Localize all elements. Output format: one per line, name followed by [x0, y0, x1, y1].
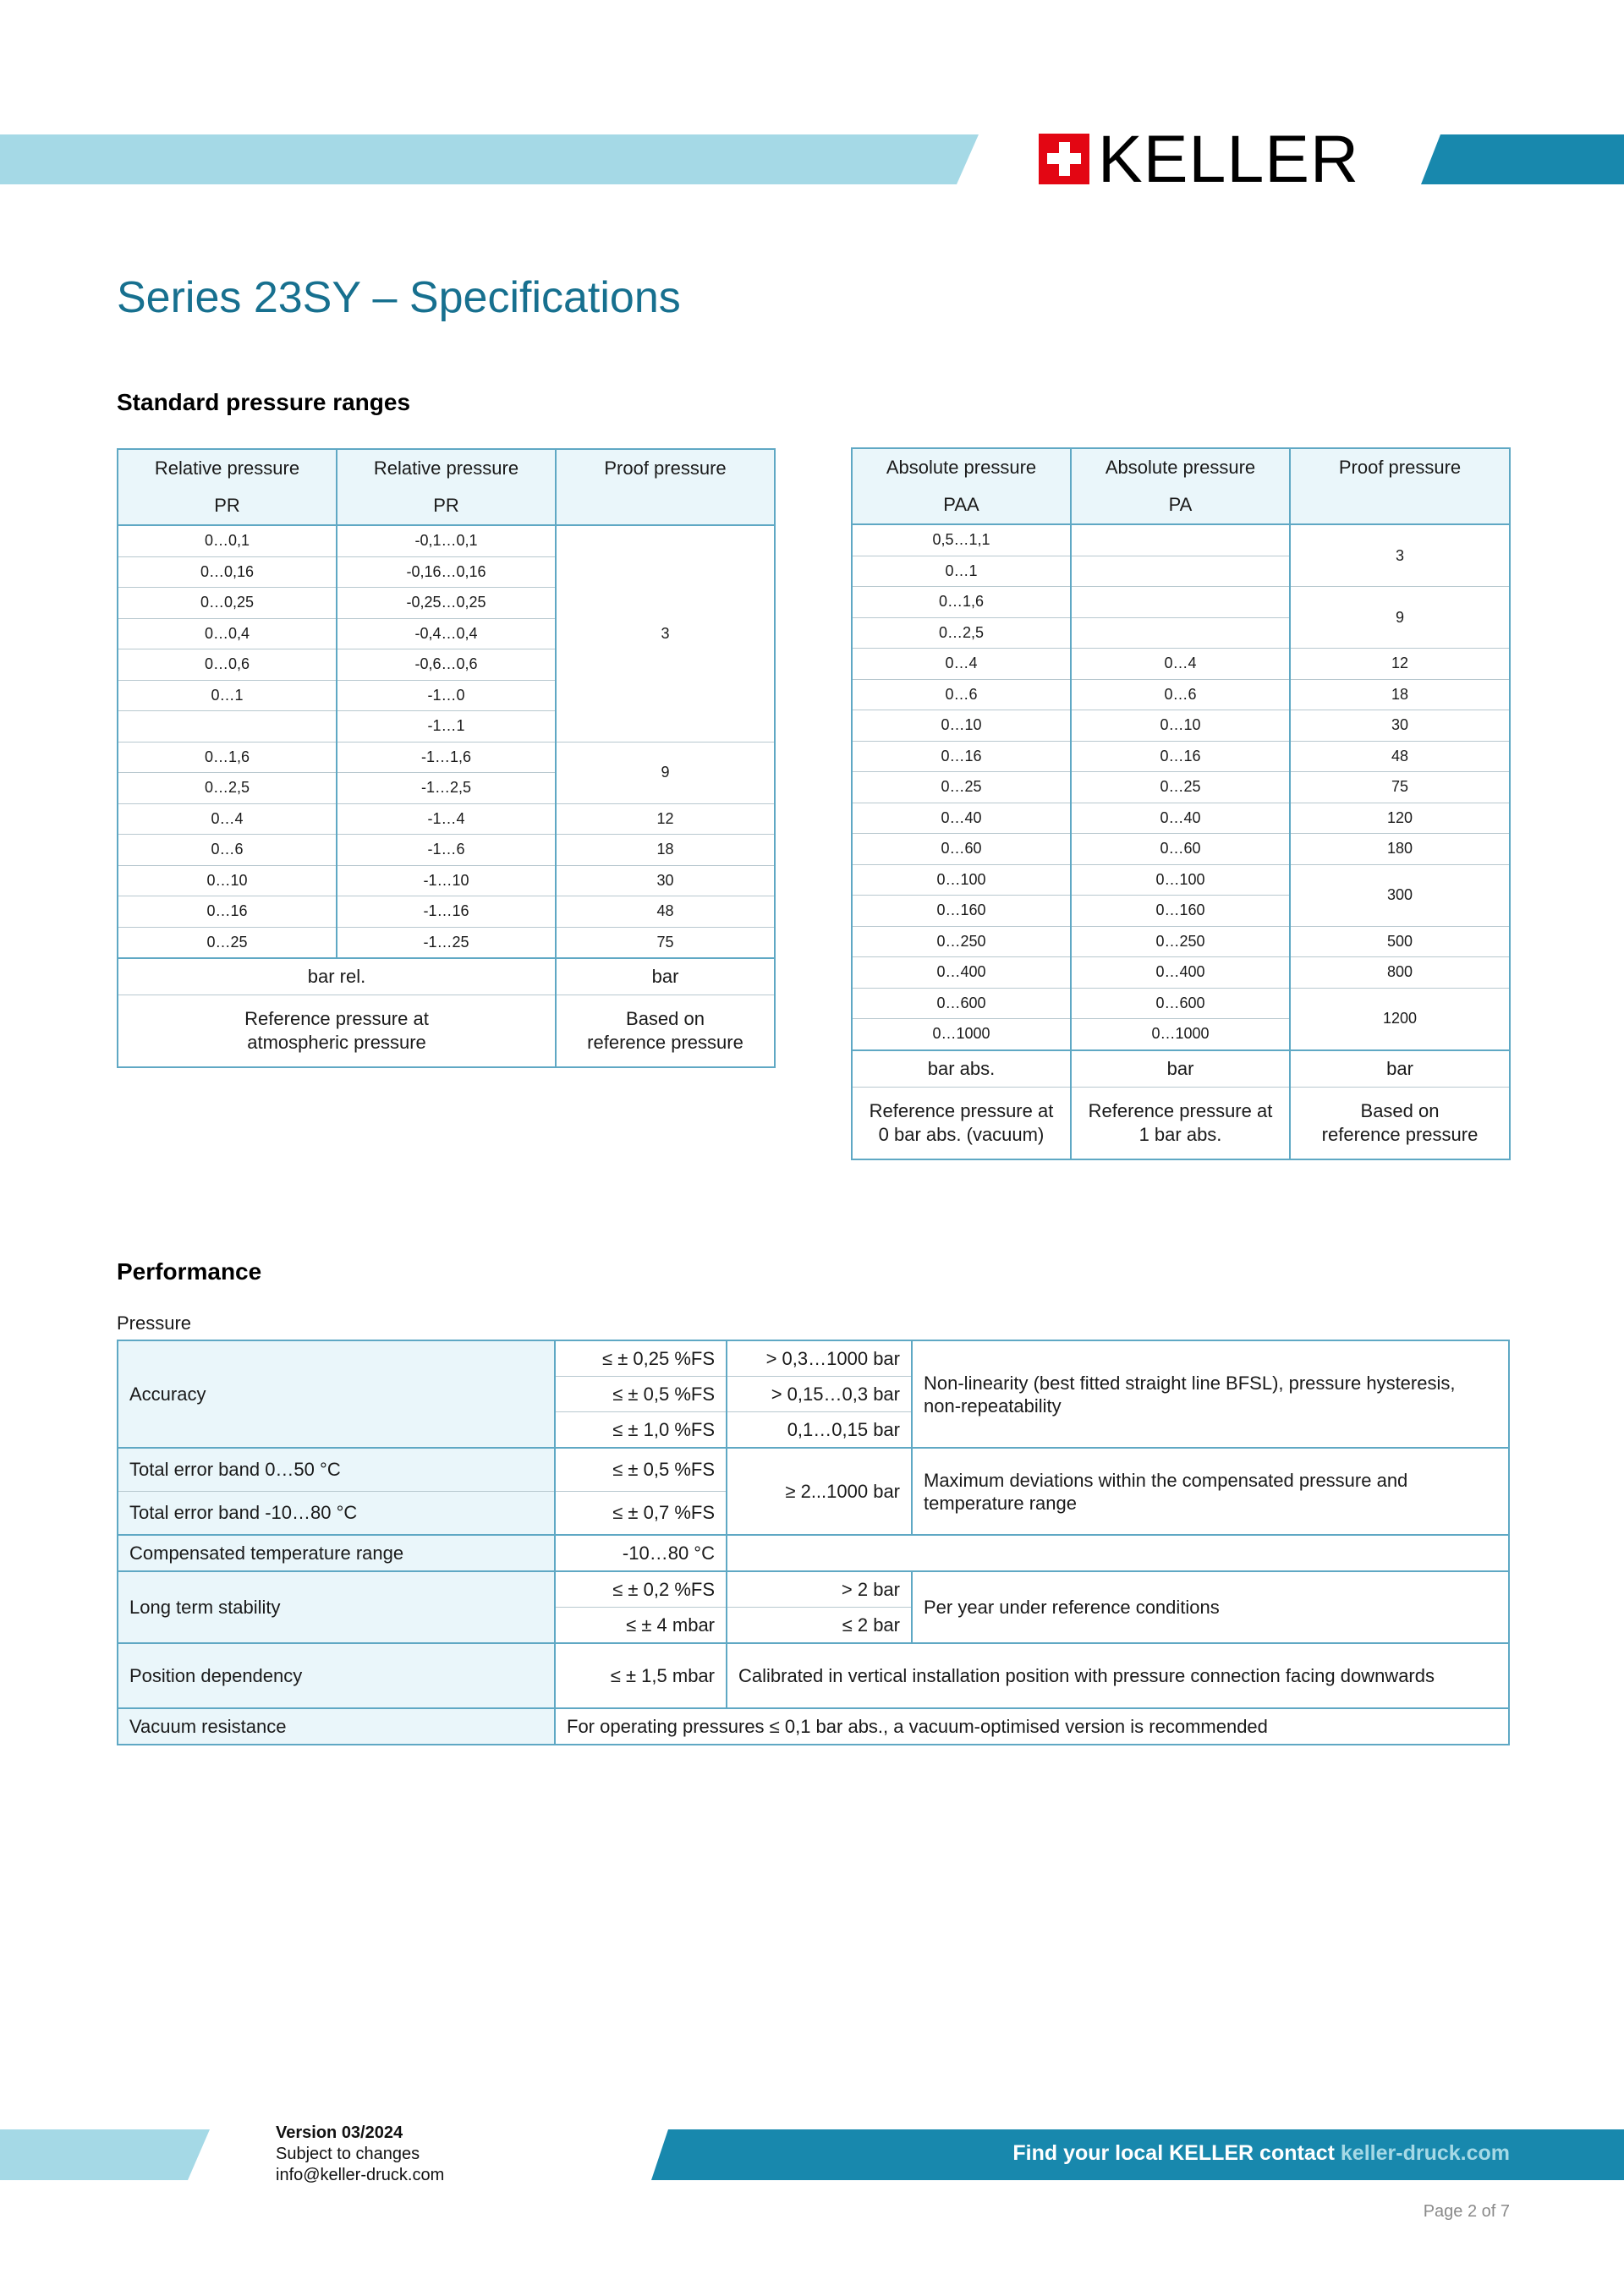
note-line: Reference pressure at — [244, 1008, 429, 1029]
table-row — [118, 835, 775, 866]
proof-cell: 48 — [556, 896, 775, 928]
contact-text: Find your local KELLER contact — [1012, 2141, 1341, 2165]
cell: -1…0 — [337, 680, 556, 711]
header-label: Absolute pressure — [886, 457, 1037, 478]
label-total-error-band: Total error band -10…80 °C — [118, 1492, 555, 1536]
cell: -0,16…0,16 — [337, 556, 556, 588]
value-cell: ≤ ± 0,5 %FS — [555, 1448, 727, 1492]
header-label: Proof pressure — [604, 458, 727, 479]
header-code: PAA — [943, 494, 979, 515]
proof-cell: 800 — [1290, 957, 1510, 989]
unit-cell: bar — [556, 958, 775, 995]
empty-cell — [727, 1535, 1509, 1571]
table-row — [852, 524, 1510, 556]
value-cell: -10…80 °C — [555, 1535, 727, 1571]
note-line: Based on — [626, 1008, 705, 1029]
header-code: PA — [1168, 494, 1193, 515]
website-link[interactable]: keller-druck.com — [1340, 2141, 1510, 2165]
footer-contact — [1012, 2141, 1510, 2166]
cell: 0…10 — [1071, 710, 1290, 742]
note-cell: Calibrated in vertical installation position with pressure connection facing downwards — [727, 1643, 1509, 1708]
note-cell — [852, 1087, 1071, 1159]
proof-cell: 48 — [1290, 741, 1510, 772]
cell: 0…0,1 — [118, 525, 337, 556]
table-header-row — [852, 448, 1510, 524]
cell: -1…16 — [337, 896, 556, 928]
proof-cell: 9 — [1290, 587, 1510, 649]
cell: 0…4 — [118, 803, 337, 835]
cell: 0…1,6 — [118, 742, 337, 773]
header-label: Absolute pressure — [1105, 457, 1256, 478]
absolute-pressure-table — [851, 447, 1511, 1160]
table-row — [118, 1708, 1509, 1745]
note-cell — [118, 995, 556, 1068]
cell: 0…60 — [852, 834, 1071, 865]
table-row — [852, 587, 1510, 618]
unit-cell: bar — [1071, 1050, 1290, 1088]
note-line: 1 bar abs. — [1138, 1123, 1222, 1145]
note-line: atmospheric pressure — [247, 1032, 426, 1053]
proof-cell: 300 — [1290, 864, 1510, 926]
label-vacuum-resistance: Vacuum resistance — [118, 1708, 555, 1745]
label-compensated-temperature: Compensated temperature range — [118, 1535, 555, 1571]
cell: 0…4 — [1071, 649, 1290, 680]
header-cell — [337, 449, 556, 525]
section-heading-standard-ranges: Standard pressure ranges — [117, 389, 411, 415]
table-row — [852, 803, 1510, 834]
value-cell: ≤ ± 0,25 %FS — [555, 1340, 727, 1377]
header-code: PR — [214, 495, 240, 516]
proof-cell: 30 — [556, 865, 775, 896]
value-cell: ≤ ± 1,5 mbar — [555, 1643, 727, 1708]
logo-text: KELLER — [1098, 121, 1360, 196]
table-header-row — [118, 449, 775, 525]
table-row — [118, 927, 775, 958]
proof-cell: 12 — [1290, 649, 1510, 680]
note-cell: Non-linearity (best fitted straight line BFSL), pressure hysteresis, non-repeatability — [912, 1340, 1509, 1448]
cell: 0…40 — [852, 803, 1071, 834]
header-cell — [1290, 448, 1510, 524]
table-row — [118, 896, 775, 928]
table-row — [118, 1340, 1509, 1377]
cell: 0…16 — [852, 741, 1071, 772]
note-cell: Per year under reference conditions — [912, 1571, 1509, 1643]
range-cell: 0,1…0,15 bar — [727, 1412, 912, 1449]
proof-cell: 18 — [556, 835, 775, 866]
proof-cell: 18 — [1290, 679, 1510, 710]
footer-light-bar — [0, 2129, 210, 2180]
version-label: Version 03/2024 — [276, 2123, 403, 2142]
header-cell — [556, 449, 775, 525]
table-row — [852, 864, 1510, 896]
cell: 0…16 — [118, 896, 337, 928]
value-cell: ≤ ± 1,0 %FS — [555, 1412, 727, 1449]
cell: -0,1…0,1 — [337, 525, 556, 556]
unit-cell: bar — [1290, 1050, 1510, 1088]
range-cell: > 2 bar — [727, 1571, 912, 1608]
value-cell: ≤ ± 0,7 %FS — [555, 1492, 727, 1536]
proof-cell: 120 — [1290, 803, 1510, 834]
header-cell — [1071, 448, 1290, 524]
header-light-bar — [0, 134, 979, 184]
range-cell: > 0,3…1000 bar — [727, 1340, 912, 1377]
subject-to-changes: Subject to changes — [276, 2145, 420, 2163]
cell: 0…6 — [118, 835, 337, 866]
table-row — [118, 803, 775, 835]
cell: 0…250 — [852, 926, 1071, 957]
table-row — [118, 742, 775, 773]
proof-cell: 500 — [1290, 926, 1510, 957]
cell: 0…400 — [1071, 957, 1290, 989]
label-total-error-band: Total error band 0…50 °C — [118, 1448, 555, 1492]
note-line: reference pressure — [587, 1032, 743, 1053]
swiss-flag-icon — [1039, 134, 1089, 184]
proof-cell: 9 — [556, 742, 775, 803]
proof-cell: 12 — [556, 803, 775, 835]
cell: 0…400 — [852, 957, 1071, 989]
cell: 0…1 — [118, 680, 337, 711]
header-label: Relative pressure — [373, 458, 519, 479]
table-row — [118, 525, 775, 556]
note-cell: Maximum deviations within the compensated pressure and temperature range — [912, 1448, 1509, 1535]
cell: 0…1 — [852, 556, 1071, 587]
unit-cell: bar abs. — [852, 1050, 1071, 1088]
note-line: Based on — [1360, 1099, 1440, 1121]
table-row — [118, 1571, 1509, 1608]
cell — [118, 711, 337, 743]
table-row — [118, 1448, 1509, 1492]
cell: 0…16 — [1071, 741, 1290, 772]
proof-cell: 3 — [556, 525, 775, 742]
header-cell — [852, 448, 1071, 524]
cell: 0,5…1,1 — [852, 524, 1071, 556]
cell: 0…2,5 — [852, 617, 1071, 649]
header-label: Relative pressure — [154, 458, 300, 479]
cell: 0…0,16 — [118, 556, 337, 588]
proof-cell: 1200 — [1290, 988, 1510, 1050]
subheading-pressure: Pressure — [117, 1312, 192, 1334]
table-row — [852, 834, 1510, 865]
label-position-dependency: Position dependency — [118, 1643, 555, 1708]
page-title: Series 23SY – Specifications — [117, 273, 681, 322]
note-cell — [1290, 1087, 1510, 1159]
value-cell: ≤ ± 0,5 %FS — [555, 1377, 727, 1412]
table-row — [852, 710, 1510, 742]
table-row — [118, 865, 775, 896]
range-cell: > 0,15…0,3 bar — [727, 1377, 912, 1412]
table-row — [852, 926, 1510, 957]
unit-cell: bar rel. — [118, 958, 556, 995]
cell: 0…6 — [1071, 679, 1290, 710]
cell — [1071, 587, 1290, 618]
note-row — [852, 1087, 1510, 1159]
table-row — [852, 649, 1510, 680]
cell: 0…40 — [1071, 803, 1290, 834]
note-cell — [1071, 1087, 1290, 1159]
proof-cell: 3 — [1290, 524, 1510, 587]
range-cell: ≥ 2...1000 bar — [727, 1448, 912, 1535]
cell: -0,25…0,25 — [337, 588, 556, 619]
label-accuracy: Accuracy — [118, 1340, 555, 1448]
cell: 0…60 — [1071, 834, 1290, 865]
table-row — [118, 1535, 1509, 1571]
cell: 0…2,5 — [118, 773, 337, 804]
note-line: Reference pressure at — [1088, 1099, 1273, 1121]
cell — [1071, 524, 1290, 556]
cell: 0…25 — [852, 772, 1071, 803]
footer-info — [276, 2123, 444, 2186]
cell: 0…600 — [852, 988, 1071, 1019]
note-line: reference pressure — [1321, 1123, 1479, 1145]
value-cell: ≤ ± 0,2 %FS — [555, 1571, 727, 1608]
cell: -1…1 — [337, 711, 556, 743]
cell: 0…1,6 — [852, 587, 1071, 618]
cell: 0…6 — [852, 679, 1071, 710]
table-row — [852, 988, 1510, 1019]
table-row — [852, 679, 1510, 710]
table-row — [852, 957, 1510, 989]
label-long-term-stability: Long term stability — [118, 1571, 555, 1643]
cell: 0…1000 — [852, 1019, 1071, 1050]
cell: 0…10 — [852, 710, 1071, 742]
cell: 0…0,6 — [118, 649, 337, 681]
footer-email-link[interactable]: info@keller-druck.com — [276, 2166, 445, 2184]
cell: 0…100 — [852, 864, 1071, 896]
cell: -1…2,5 — [337, 773, 556, 804]
header-dark-bar — [1421, 134, 1624, 184]
proof-cell: 75 — [1290, 772, 1510, 803]
cell: -1…4 — [337, 803, 556, 835]
cell: 0…0,25 — [118, 588, 337, 619]
proof-cell: 30 — [1290, 710, 1510, 742]
table-row — [852, 741, 1510, 772]
proof-cell: 180 — [1290, 834, 1510, 865]
note-line: Reference pressure at — [869, 1099, 1054, 1121]
proof-cell: 75 — [556, 927, 775, 958]
cell: 0…4 — [852, 649, 1071, 680]
note-line: 0 bar abs. (vacuum) — [878, 1123, 1045, 1145]
header-code: PR — [433, 495, 459, 516]
cell: 0…160 — [1071, 896, 1290, 927]
unit-row — [118, 958, 775, 995]
cell — [1071, 556, 1290, 587]
performance-table — [117, 1340, 1510, 1745]
header-label: Proof pressure — [1338, 457, 1462, 478]
cell: 0…600 — [1071, 988, 1290, 1019]
unit-row — [852, 1050, 1510, 1088]
cell: -0,6…0,6 — [337, 649, 556, 681]
cell: 0…25 — [1071, 772, 1290, 803]
range-cell: ≤ 2 bar — [727, 1608, 912, 1644]
cell: -0,4…0,4 — [337, 618, 556, 649]
cell: 0…10 — [118, 865, 337, 896]
table-row — [118, 1643, 1509, 1708]
section-heading-performance: Performance — [117, 1258, 262, 1285]
cell: 0…250 — [1071, 926, 1290, 957]
note-cell — [556, 995, 775, 1068]
relative-pressure-table — [117, 448, 776, 1068]
note-cell: For operating pressures ≤ 0,1 bar abs., a vacuum-optimised version is recommended — [555, 1708, 1509, 1745]
page-number: Page 2 of 7 — [1423, 2202, 1510, 2221]
cell: 0…0,4 — [118, 618, 337, 649]
cell: -1…10 — [337, 865, 556, 896]
note-row — [118, 995, 775, 1068]
cell: 0…160 — [852, 896, 1071, 927]
cell: -1…6 — [337, 835, 556, 866]
cell: 0…25 — [118, 927, 337, 958]
keller-logo — [1039, 121, 1360, 196]
table-row — [852, 772, 1510, 803]
value-cell: ≤ ± 4 mbar — [555, 1608, 727, 1644]
header-cell — [118, 449, 337, 525]
cell: -1…25 — [337, 927, 556, 958]
cell: -1…1,6 — [337, 742, 556, 773]
cell — [1071, 617, 1290, 649]
cell: 0…1000 — [1071, 1019, 1290, 1050]
cell: 0…100 — [1071, 864, 1290, 896]
